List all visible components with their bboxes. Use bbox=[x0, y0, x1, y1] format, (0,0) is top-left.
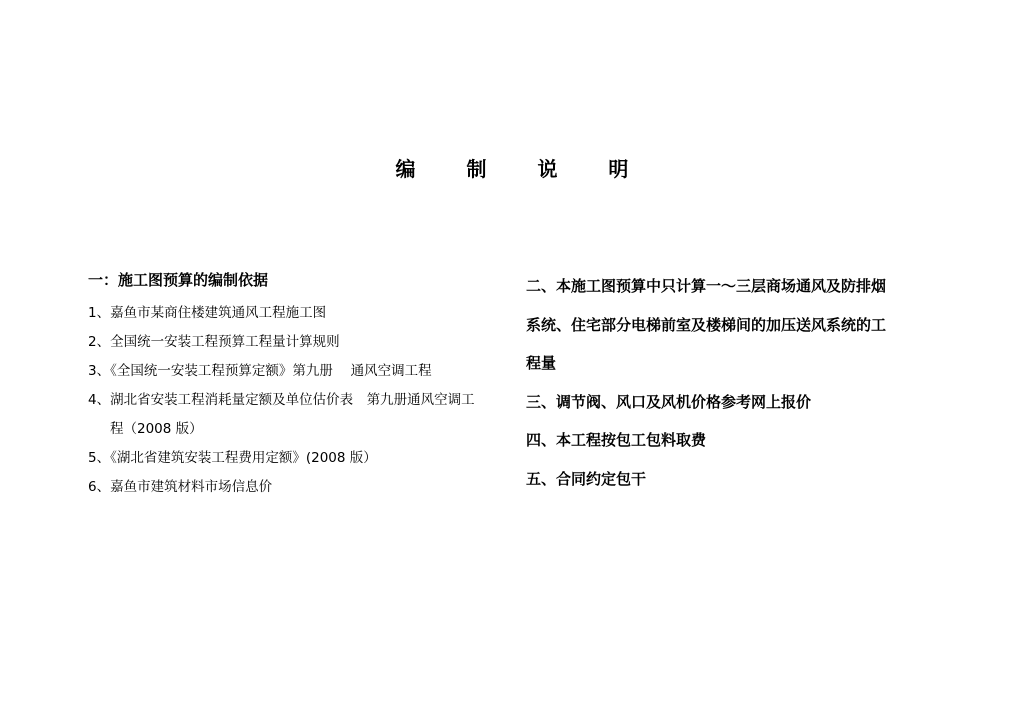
basis-item-5: 5、《湖北省建筑安装工程费用定额》(2008 版） bbox=[88, 450, 377, 466]
basis-item-2: 2、全国统一安装工程预算工程量计算规则 bbox=[88, 334, 340, 350]
notes-section bbox=[526, 267, 956, 498]
basis-item-6: 6、嘉鱼市建筑材料市场信息价 bbox=[88, 479, 273, 495]
note-2-line-2: 系统、住宅部分电梯前室及楼梯间的加压送风系统的工 bbox=[526, 315, 887, 334]
basis-item-4: 4、湖北省安装工程消耗量定额及单位估价表 第九册通风空调工 bbox=[88, 392, 475, 408]
basis-heading: 一：施工图预算的编制依据 bbox=[88, 271, 269, 289]
note-2-line-3: 程量 bbox=[526, 354, 557, 372]
note-2-line-1: 二、本施工图预算中只计算一～三层商场通风及防排烟 bbox=[526, 277, 887, 295]
note-4: 四、本工程按包工包料取费 bbox=[526, 431, 707, 449]
basis-section bbox=[88, 270, 518, 502]
note-3: 三、调节阀、风口及风机价格参考网上报价 bbox=[526, 392, 812, 411]
basis-item-4-continued: 程（2008 版） bbox=[110, 421, 203, 437]
basis-list bbox=[88, 299, 518, 502]
page-title: 编 制 说 明 bbox=[395, 157, 651, 181]
basis-item-3: 3、《全国统一安装工程预算定额》第九册 通风空调工程 bbox=[88, 363, 432, 379]
note-5: 五、合同约定包干 bbox=[526, 469, 647, 488]
basis-item-1: 1、嘉鱼市某商住楼建筑通风工程施工图 bbox=[88, 305, 327, 321]
